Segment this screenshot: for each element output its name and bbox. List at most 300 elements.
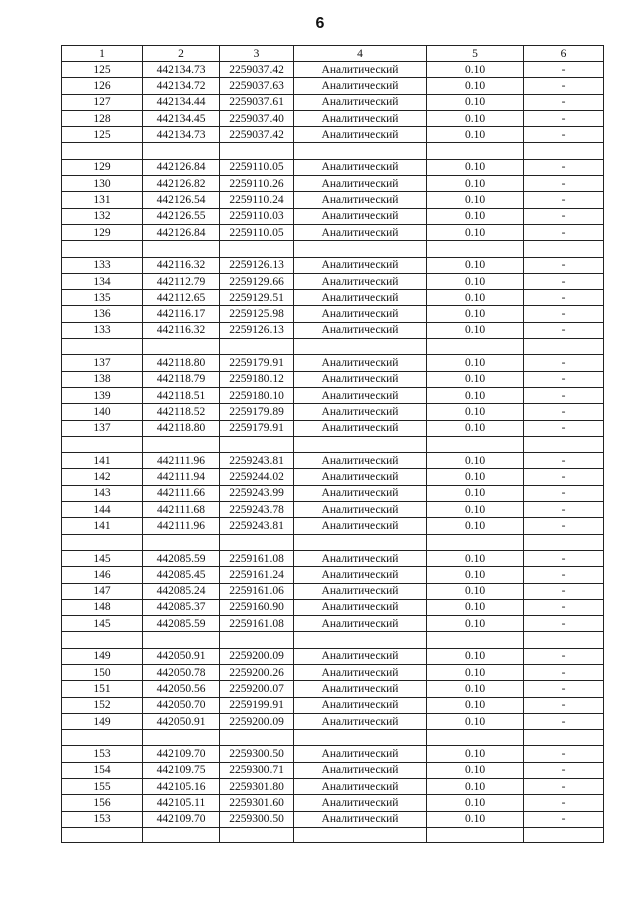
table-cell-col-3: 2259199.91 bbox=[220, 697, 294, 713]
empty-cell bbox=[524, 241, 604, 257]
table-cell-col-5: 0.10 bbox=[427, 697, 524, 713]
table-header bbox=[62, 46, 604, 62]
table-cell-col-3: 2259243.78 bbox=[220, 502, 294, 518]
empty-cell bbox=[294, 143, 427, 159]
table-cell-col-6: - bbox=[524, 355, 604, 371]
table-cell-col-5: 0.10 bbox=[427, 159, 524, 175]
table-row bbox=[62, 387, 604, 403]
table-row bbox=[62, 322, 604, 338]
table-cell-col-1: 134 bbox=[62, 273, 143, 289]
table-cell-col-2: 442109.75 bbox=[143, 762, 220, 778]
empty-cell bbox=[62, 143, 143, 159]
table-row bbox=[62, 648, 604, 664]
table-cell-col-6: - bbox=[524, 62, 604, 78]
table-cell-col-2: 442109.70 bbox=[143, 811, 220, 827]
table-cell-col-2: 442085.59 bbox=[143, 616, 220, 632]
table-cell-col-3: 2259125.98 bbox=[220, 306, 294, 322]
table-cell-col-4: Аналитический bbox=[294, 779, 427, 795]
table-cell-col-6: - bbox=[524, 322, 604, 338]
table-cell-col-5: 0.10 bbox=[427, 664, 524, 680]
table-cell-col-6: - bbox=[524, 697, 604, 713]
table-cell-col-3: 2259243.99 bbox=[220, 485, 294, 501]
table-cell-col-2: 442112.65 bbox=[143, 290, 220, 306]
empty-cell bbox=[220, 632, 294, 648]
empty-cell bbox=[427, 632, 524, 648]
table-cell-col-4: Аналитический bbox=[294, 404, 427, 420]
table-cell-col-2: 442134.72 bbox=[143, 78, 220, 94]
empty-cell bbox=[143, 339, 220, 355]
table-row bbox=[62, 273, 604, 289]
table-cell-col-5: 0.10 bbox=[427, 599, 524, 615]
empty-cell bbox=[427, 339, 524, 355]
table-cell-col-6: - bbox=[524, 192, 604, 208]
table-cell-col-1: 127 bbox=[62, 94, 143, 110]
table-cell-col-6: - bbox=[524, 664, 604, 680]
empty-cell bbox=[427, 143, 524, 159]
table-cell-col-1: 131 bbox=[62, 192, 143, 208]
table-row bbox=[62, 713, 604, 729]
table-cell-col-6: - bbox=[524, 94, 604, 110]
table-cell-col-4: Аналитический bbox=[294, 159, 427, 175]
table-cell-col-5: 0.10 bbox=[427, 224, 524, 240]
table-row bbox=[62, 78, 604, 94]
table-cell-col-3: 2259179.89 bbox=[220, 404, 294, 420]
table-cell-col-3: 2259300.50 bbox=[220, 811, 294, 827]
table-row bbox=[62, 681, 604, 697]
table-cell-col-5: 0.10 bbox=[427, 453, 524, 469]
table-cell-col-6: - bbox=[524, 616, 604, 632]
table-cell-col-1: 139 bbox=[62, 387, 143, 403]
table-cell-col-2: 442118.80 bbox=[143, 355, 220, 371]
table-cell-col-4: Аналитический bbox=[294, 453, 427, 469]
table-cell-col-2: 442134.45 bbox=[143, 110, 220, 126]
table-cell-col-2: 442134.73 bbox=[143, 127, 220, 143]
table-row bbox=[62, 404, 604, 420]
table-cell-col-5: 0.10 bbox=[427, 127, 524, 143]
table-cell-col-5: 0.10 bbox=[427, 322, 524, 338]
table-cell-col-1: 133 bbox=[62, 322, 143, 338]
table-cell-col-1: 145 bbox=[62, 616, 143, 632]
table-cell-col-4: Аналитический bbox=[294, 795, 427, 811]
empty-cell bbox=[220, 436, 294, 452]
table-row bbox=[62, 469, 604, 485]
table-cell-col-6: - bbox=[524, 811, 604, 827]
table-cell-col-2: 442111.96 bbox=[143, 453, 220, 469]
table-cell-col-6: - bbox=[524, 648, 604, 664]
table-cell-col-3: 2259180.12 bbox=[220, 371, 294, 387]
table-cell-col-2: 442126.82 bbox=[143, 176, 220, 192]
table-cell-col-6: - bbox=[524, 290, 604, 306]
table-cell-col-1: 136 bbox=[62, 306, 143, 322]
table-cell-col-2: 442118.51 bbox=[143, 387, 220, 403]
table-row bbox=[62, 697, 604, 713]
empty-cell bbox=[143, 827, 220, 842]
table-cell-col-3: 2259037.61 bbox=[220, 94, 294, 110]
empty-cell bbox=[62, 436, 143, 452]
table-cell-col-5: 0.10 bbox=[427, 355, 524, 371]
table-cell-col-3: 2259037.40 bbox=[220, 110, 294, 126]
table-cell-col-5: 0.10 bbox=[427, 273, 524, 289]
table-cell-col-5: 0.10 bbox=[427, 485, 524, 501]
table-cell-col-4: Аналитический bbox=[294, 550, 427, 566]
table-row bbox=[62, 159, 604, 175]
empty-cell bbox=[143, 632, 220, 648]
empty-cell bbox=[220, 241, 294, 257]
table-cell-col-1: 141 bbox=[62, 518, 143, 534]
table-cell-col-2: 442126.84 bbox=[143, 224, 220, 240]
table-cell-col-6: - bbox=[524, 779, 604, 795]
table-cell-col-1: 151 bbox=[62, 681, 143, 697]
table-cell-col-3: 2259129.66 bbox=[220, 273, 294, 289]
empty-cell bbox=[294, 730, 427, 746]
empty-separator-row bbox=[62, 632, 604, 648]
table-cell-col-4: Аналитический bbox=[294, 518, 427, 534]
table-cell-col-6: - bbox=[524, 306, 604, 322]
table-cell-col-5: 0.10 bbox=[427, 208, 524, 224]
table-cell-col-4: Аналитический bbox=[294, 208, 427, 224]
empty-cell bbox=[294, 241, 427, 257]
empty-cell bbox=[62, 339, 143, 355]
table-cell-col-1: 154 bbox=[62, 762, 143, 778]
table-cell-col-3: 2259037.63 bbox=[220, 78, 294, 94]
empty-cell bbox=[524, 339, 604, 355]
table-cell-col-5: 0.10 bbox=[427, 192, 524, 208]
table-cell-col-1: 143 bbox=[62, 485, 143, 501]
table-cell-col-2: 442050.91 bbox=[143, 713, 220, 729]
table-cell-col-3: 2259300.50 bbox=[220, 746, 294, 762]
table-row bbox=[62, 567, 604, 583]
table-row bbox=[62, 599, 604, 615]
table-cell-col-5: 0.10 bbox=[427, 518, 524, 534]
table-cell-col-4: Аналитический bbox=[294, 94, 427, 110]
table-cell-col-6: - bbox=[524, 599, 604, 615]
table-cell-col-3: 2259110.24 bbox=[220, 192, 294, 208]
table-row bbox=[62, 94, 604, 110]
empty-cell bbox=[62, 632, 143, 648]
table-row bbox=[62, 616, 604, 632]
table-cell-col-3: 2259126.13 bbox=[220, 322, 294, 338]
table-cell-col-2: 442126.84 bbox=[143, 159, 220, 175]
table-row bbox=[62, 355, 604, 371]
table-cell-col-1: 129 bbox=[62, 159, 143, 175]
table-cell-col-5: 0.10 bbox=[427, 110, 524, 126]
table-cell-col-6: - bbox=[524, 485, 604, 501]
table-cell-col-6: - bbox=[524, 371, 604, 387]
table-cell-col-2: 442111.94 bbox=[143, 469, 220, 485]
table-cell-col-2: 442085.45 bbox=[143, 567, 220, 583]
empty-separator-row bbox=[62, 143, 604, 159]
table-cell-col-2: 442105.16 bbox=[143, 779, 220, 795]
table-cell-col-5: 0.10 bbox=[427, 290, 524, 306]
table-cell-col-1: 142 bbox=[62, 469, 143, 485]
table-cell-col-6: - bbox=[524, 567, 604, 583]
table-cell-col-1: 147 bbox=[62, 583, 143, 599]
table-cell-col-4: Аналитический bbox=[294, 811, 427, 827]
table-row bbox=[62, 62, 604, 78]
empty-cell bbox=[524, 632, 604, 648]
table-cell-col-1: 140 bbox=[62, 404, 143, 420]
empty-cell bbox=[427, 827, 524, 842]
table-cell-col-5: 0.10 bbox=[427, 550, 524, 566]
table-cell-col-2: 442111.96 bbox=[143, 518, 220, 534]
empty-cell bbox=[427, 241, 524, 257]
table-cell-col-3: 2259200.09 bbox=[220, 713, 294, 729]
table-cell-col-6: - bbox=[524, 257, 604, 273]
table-cell-col-4: Аналитический bbox=[294, 306, 427, 322]
table-cell-col-6: - bbox=[524, 550, 604, 566]
table-cell-col-2: 442126.54 bbox=[143, 192, 220, 208]
table-cell-col-6: - bbox=[524, 159, 604, 175]
table-cell-col-3: 2259110.26 bbox=[220, 176, 294, 192]
table-cell-col-5: 0.10 bbox=[427, 257, 524, 273]
table-cell-col-3: 2259126.13 bbox=[220, 257, 294, 273]
table-cell-col-6: - bbox=[524, 273, 604, 289]
table-cell-col-1: 150 bbox=[62, 664, 143, 680]
empty-cell bbox=[220, 827, 294, 842]
table-cell-col-2: 442134.44 bbox=[143, 94, 220, 110]
table-cell-col-2: 442118.79 bbox=[143, 371, 220, 387]
empty-separator-row bbox=[62, 436, 604, 452]
table-cell-col-6: - bbox=[524, 78, 604, 94]
table-cell-col-5: 0.10 bbox=[427, 648, 524, 664]
table-row bbox=[62, 664, 604, 680]
table-cell-col-2: 442085.24 bbox=[143, 583, 220, 599]
empty-cell bbox=[524, 827, 604, 842]
table-cell-col-6: - bbox=[524, 208, 604, 224]
table-cell-col-2: 442116.32 bbox=[143, 322, 220, 338]
table-cell-col-3: 2259200.09 bbox=[220, 648, 294, 664]
table-cell-col-3: 2259179.91 bbox=[220, 355, 294, 371]
table-cell-col-6: - bbox=[524, 762, 604, 778]
table-cell-col-4: Аналитический bbox=[294, 355, 427, 371]
empty-cell bbox=[294, 534, 427, 550]
table-cell-col-4: Аналитический bbox=[294, 469, 427, 485]
table-cell-col-5: 0.10 bbox=[427, 779, 524, 795]
table-row bbox=[62, 485, 604, 501]
table-cell-col-5: 0.10 bbox=[427, 502, 524, 518]
table-cell-col-5: 0.10 bbox=[427, 78, 524, 94]
table-cell-col-4: Аналитический bbox=[294, 127, 427, 143]
table-cell-col-2: 442116.17 bbox=[143, 306, 220, 322]
table-cell-col-3: 2259161.08 bbox=[220, 616, 294, 632]
table-cell-col-2: 442134.73 bbox=[143, 62, 220, 78]
column-header-2: 2 bbox=[143, 46, 220, 62]
table-cell-col-4: Аналитический bbox=[294, 746, 427, 762]
table-cell-col-1: 145 bbox=[62, 550, 143, 566]
empty-cell bbox=[524, 730, 604, 746]
table-cell-col-2: 442085.59 bbox=[143, 550, 220, 566]
table-cell-col-6: - bbox=[524, 583, 604, 599]
table-cell-col-1: 141 bbox=[62, 453, 143, 469]
table-cell-col-1: 153 bbox=[62, 746, 143, 762]
table-cell-col-4: Аналитический bbox=[294, 273, 427, 289]
table-row bbox=[62, 779, 604, 795]
table-cell-col-2: 442111.66 bbox=[143, 485, 220, 501]
table-cell-col-5: 0.10 bbox=[427, 616, 524, 632]
table-cell-col-5: 0.10 bbox=[427, 746, 524, 762]
table-cell-col-4: Аналитический bbox=[294, 290, 427, 306]
empty-cell bbox=[427, 730, 524, 746]
table-cell-col-1: 146 bbox=[62, 567, 143, 583]
table-cell-col-4: Аналитический bbox=[294, 664, 427, 680]
table-row bbox=[62, 502, 604, 518]
table-cell-col-5: 0.10 bbox=[427, 62, 524, 78]
table-cell-col-6: - bbox=[524, 681, 604, 697]
empty-cell bbox=[294, 827, 427, 842]
table-row bbox=[62, 306, 604, 322]
table-cell-col-3: 2259037.42 bbox=[220, 62, 294, 78]
table-cell-col-1: 155 bbox=[62, 779, 143, 795]
table-cell-col-1: 133 bbox=[62, 257, 143, 273]
table-cell-col-5: 0.10 bbox=[427, 567, 524, 583]
table-cell-col-6: - bbox=[524, 420, 604, 436]
empty-cell bbox=[294, 339, 427, 355]
table-cell-col-3: 2259300.71 bbox=[220, 762, 294, 778]
table-cell-col-5: 0.10 bbox=[427, 420, 524, 436]
column-header-5: 5 bbox=[427, 46, 524, 62]
table-cell-col-2: 442112.79 bbox=[143, 273, 220, 289]
coordinates-table bbox=[61, 45, 604, 843]
table-cell-col-4: Аналитический bbox=[294, 62, 427, 78]
empty-cell bbox=[62, 827, 143, 842]
table-cell-col-5: 0.10 bbox=[427, 811, 524, 827]
empty-separator-row bbox=[62, 827, 604, 842]
table-cell-col-4: Аналитический bbox=[294, 110, 427, 126]
table-cell-col-1: 149 bbox=[62, 648, 143, 664]
table-row bbox=[62, 371, 604, 387]
table-cell-col-5: 0.10 bbox=[427, 176, 524, 192]
table-cell-col-3: 2259161.24 bbox=[220, 567, 294, 583]
table-cell-col-3: 2259179.91 bbox=[220, 420, 294, 436]
table-cell-col-1: 130 bbox=[62, 176, 143, 192]
header-row bbox=[62, 46, 604, 62]
empty-cell bbox=[62, 534, 143, 550]
table-cell-col-2: 442050.78 bbox=[143, 664, 220, 680]
table-cell-col-3: 2259110.05 bbox=[220, 224, 294, 240]
table-cell-col-4: Аналитический bbox=[294, 681, 427, 697]
table-cell-col-4: Аналитический bbox=[294, 697, 427, 713]
empty-cell bbox=[220, 143, 294, 159]
table-cell-col-1: 137 bbox=[62, 420, 143, 436]
table-cell-col-5: 0.10 bbox=[427, 469, 524, 485]
table-row bbox=[62, 192, 604, 208]
empty-cell bbox=[294, 436, 427, 452]
table-row bbox=[62, 224, 604, 240]
table-cell-col-3: 2259161.06 bbox=[220, 583, 294, 599]
empty-cell bbox=[62, 730, 143, 746]
table-cell-col-6: - bbox=[524, 387, 604, 403]
table-cell-col-6: - bbox=[524, 713, 604, 729]
empty-cell bbox=[427, 534, 524, 550]
table-cell-col-2: 442085.37 bbox=[143, 599, 220, 615]
table-cell-col-6: - bbox=[524, 404, 604, 420]
table-cell-col-5: 0.10 bbox=[427, 762, 524, 778]
table-cell-col-1: 149 bbox=[62, 713, 143, 729]
table-row bbox=[62, 762, 604, 778]
table-cell-col-4: Аналитический bbox=[294, 648, 427, 664]
empty-cell bbox=[524, 143, 604, 159]
empty-cell bbox=[524, 436, 604, 452]
column-header-4: 4 bbox=[294, 46, 427, 62]
table-row bbox=[62, 795, 604, 811]
table-row bbox=[62, 208, 604, 224]
table-cell-col-2: 442111.68 bbox=[143, 502, 220, 518]
table-cell-col-1: 125 bbox=[62, 62, 143, 78]
table-cell-col-2: 442050.91 bbox=[143, 648, 220, 664]
table-row bbox=[62, 453, 604, 469]
table-cell-col-1: 132 bbox=[62, 208, 143, 224]
table-cell-col-5: 0.10 bbox=[427, 371, 524, 387]
table-cell-col-1: 135 bbox=[62, 290, 143, 306]
table-cell-col-5: 0.10 bbox=[427, 795, 524, 811]
table-cell-col-4: Аналитический bbox=[294, 322, 427, 338]
table-cell-col-4: Аналитический bbox=[294, 567, 427, 583]
table-cell-col-5: 0.10 bbox=[427, 713, 524, 729]
empty-cell bbox=[220, 534, 294, 550]
table-row bbox=[62, 583, 604, 599]
table-cell-col-3: 2259160.90 bbox=[220, 599, 294, 615]
empty-cell bbox=[220, 730, 294, 746]
empty-cell bbox=[143, 730, 220, 746]
table-cell-col-5: 0.10 bbox=[427, 404, 524, 420]
table-cell-col-2: 442118.80 bbox=[143, 420, 220, 436]
empty-cell bbox=[220, 339, 294, 355]
table-cell-col-3: 2259243.81 bbox=[220, 453, 294, 469]
table-cell-col-3: 2259129.51 bbox=[220, 290, 294, 306]
empty-cell bbox=[143, 436, 220, 452]
table-cell-col-4: Аналитический bbox=[294, 387, 427, 403]
empty-cell bbox=[294, 632, 427, 648]
table-cell-col-1: 129 bbox=[62, 224, 143, 240]
table-cell-col-1: 153 bbox=[62, 811, 143, 827]
table-cell-col-2: 442105.11 bbox=[143, 795, 220, 811]
table-cell-col-4: Аналитический bbox=[294, 616, 427, 632]
table-row bbox=[62, 257, 604, 273]
table-cell-col-6: - bbox=[524, 746, 604, 762]
table-cell-col-4: Аналитический bbox=[294, 713, 427, 729]
table-cell-col-5: 0.10 bbox=[427, 306, 524, 322]
table-cell-col-4: Аналитический bbox=[294, 502, 427, 518]
empty-cell bbox=[143, 143, 220, 159]
table-cell-col-5: 0.10 bbox=[427, 681, 524, 697]
column-header-6: 6 bbox=[524, 46, 604, 62]
table-cell-col-6: - bbox=[524, 453, 604, 469]
column-header-3: 3 bbox=[220, 46, 294, 62]
empty-cell bbox=[62, 241, 143, 257]
table-cell-col-4: Аналитический bbox=[294, 192, 427, 208]
table-cell-col-1: 137 bbox=[62, 355, 143, 371]
table-cell-col-4: Аналитический bbox=[294, 599, 427, 615]
table-cell-col-4: Аналитический bbox=[294, 224, 427, 240]
table-row bbox=[62, 811, 604, 827]
table-cell-col-3: 2259200.26 bbox=[220, 664, 294, 680]
table-cell-col-6: - bbox=[524, 176, 604, 192]
empty-cell bbox=[143, 241, 220, 257]
table-row bbox=[62, 290, 604, 306]
table-cell-col-2: 442118.52 bbox=[143, 404, 220, 420]
table-cell-col-6: - bbox=[524, 502, 604, 518]
table-cell-col-3: 2259243.81 bbox=[220, 518, 294, 534]
table-row bbox=[62, 110, 604, 126]
table-cell-col-6: - bbox=[524, 224, 604, 240]
table-cell-col-2: 442109.70 bbox=[143, 746, 220, 762]
table-cell-col-6: - bbox=[524, 110, 604, 126]
table-row bbox=[62, 127, 604, 143]
table-cell-col-3: 2259200.07 bbox=[220, 681, 294, 697]
table-cell-col-5: 0.10 bbox=[427, 387, 524, 403]
table-cell-col-5: 0.10 bbox=[427, 94, 524, 110]
table-cell-col-3: 2259037.42 bbox=[220, 127, 294, 143]
